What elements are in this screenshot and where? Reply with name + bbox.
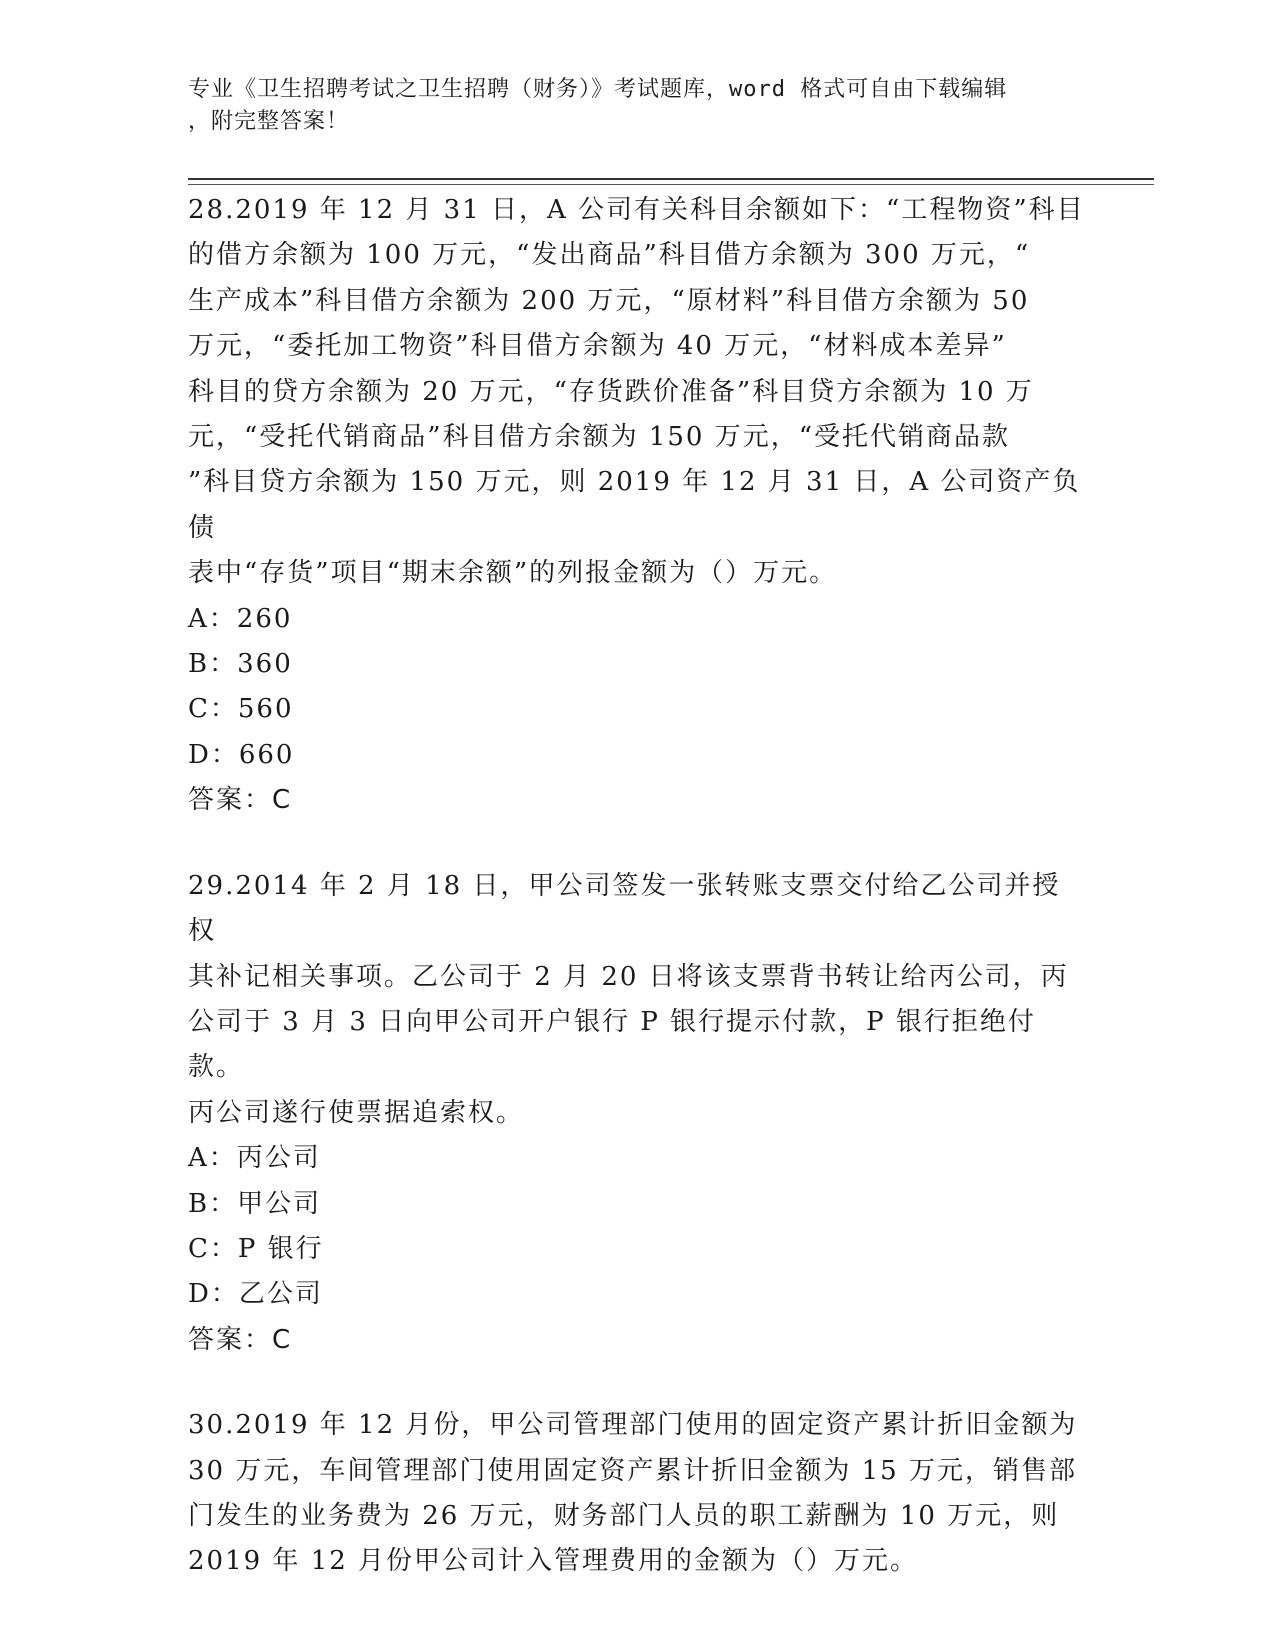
question-list xyxy=(188,188,1088,1625)
option-a: A：丙公司 xyxy=(188,1143,321,1174)
question-line: 表中“存货”项目“期末余额”的列报金额为（）万元。 xyxy=(188,558,838,589)
header-line-1: 专业《卫生招聘考试之卫生招聘（财务）》考试题库，word 格式可自由下载编辑 xyxy=(188,77,1008,102)
option-d: D：660 xyxy=(188,739,295,770)
question-line: 科目的贷方余额为 20 万元，“存货跌价准备”科目贷方余额为 10 万 xyxy=(188,376,1034,407)
question-line: 29.2014 年 2 月 18 日，甲公司签发一张转账支票交付给乙公司并授权 xyxy=(188,870,1061,947)
question-line: 2019 年 12 月份甲公司计入管理费用的金额为（）万元。 xyxy=(188,1546,919,1577)
question-line: 万元，“委托加工物资”科目借方余额为 40 万元，“材料成本差异” xyxy=(188,331,1007,362)
question-line: 丙公司遂行使票据追索权。 xyxy=(188,1097,525,1128)
question-29 xyxy=(188,864,1088,1363)
question-line: 元，“受托代销商品”科目借方余额为 150 万元，“受托代销商品款 xyxy=(188,422,1011,453)
question-line: 其补记相关事项。乙公司于 2 月 20 日将该支票背书转让给丙公司，丙 xyxy=(188,961,1069,992)
option-b: B：360 xyxy=(188,649,293,680)
question-line: 30.2019 年 12 月份，甲公司管理部门使用的固定资产累计折旧金额为 xyxy=(188,1410,1078,1441)
question-28 xyxy=(188,188,1088,824)
question-line: 门发生的业务费为 26 万元，财务部门人员的职工薪酬为 10 万元，则 xyxy=(188,1500,1060,1531)
option-a: A：260 xyxy=(188,603,293,634)
header-line-2: ，附完整答案！ xyxy=(188,109,350,134)
question-30 xyxy=(188,1403,1088,1585)
option-c: C：P 银行 xyxy=(188,1233,324,1264)
header-rule-thick xyxy=(188,178,1154,180)
question-line: 28.2019 年 12 月 31 日，A 公司有关科目余额如下：“工程物资”科目 xyxy=(188,195,1085,225)
answer: 答案：C xyxy=(188,1324,293,1355)
question-line: 公司于 3 月 3 日向甲公司开户银行 P 银行提示付款，P 银行拒绝付款。 xyxy=(188,1006,1036,1083)
option-c: C：560 xyxy=(188,694,294,725)
answer: 答案：C xyxy=(188,785,293,816)
question-line: 30 万元，车间管理部门使用固定资产累计折旧金额为 15 万元，销售部 xyxy=(188,1455,1077,1486)
document-header xyxy=(188,74,1068,138)
option-d: D：乙公司 xyxy=(188,1279,323,1310)
option-b: B：甲公司 xyxy=(188,1188,322,1219)
header-rule-thin xyxy=(188,184,1154,185)
question-line: 的借方余额为 100 万元，“发出商品”科目借方余额为 300 万元，“ xyxy=(188,240,1031,271)
question-line: 生产成本”科目借方余额为 200 万元，“原材料”科目借方余额为 50 xyxy=(188,285,1030,316)
question-line: ”科目贷方余额为 150 万元，则 2019 年 12 月 31 日，A 公司资产负债 xyxy=(188,467,1081,543)
